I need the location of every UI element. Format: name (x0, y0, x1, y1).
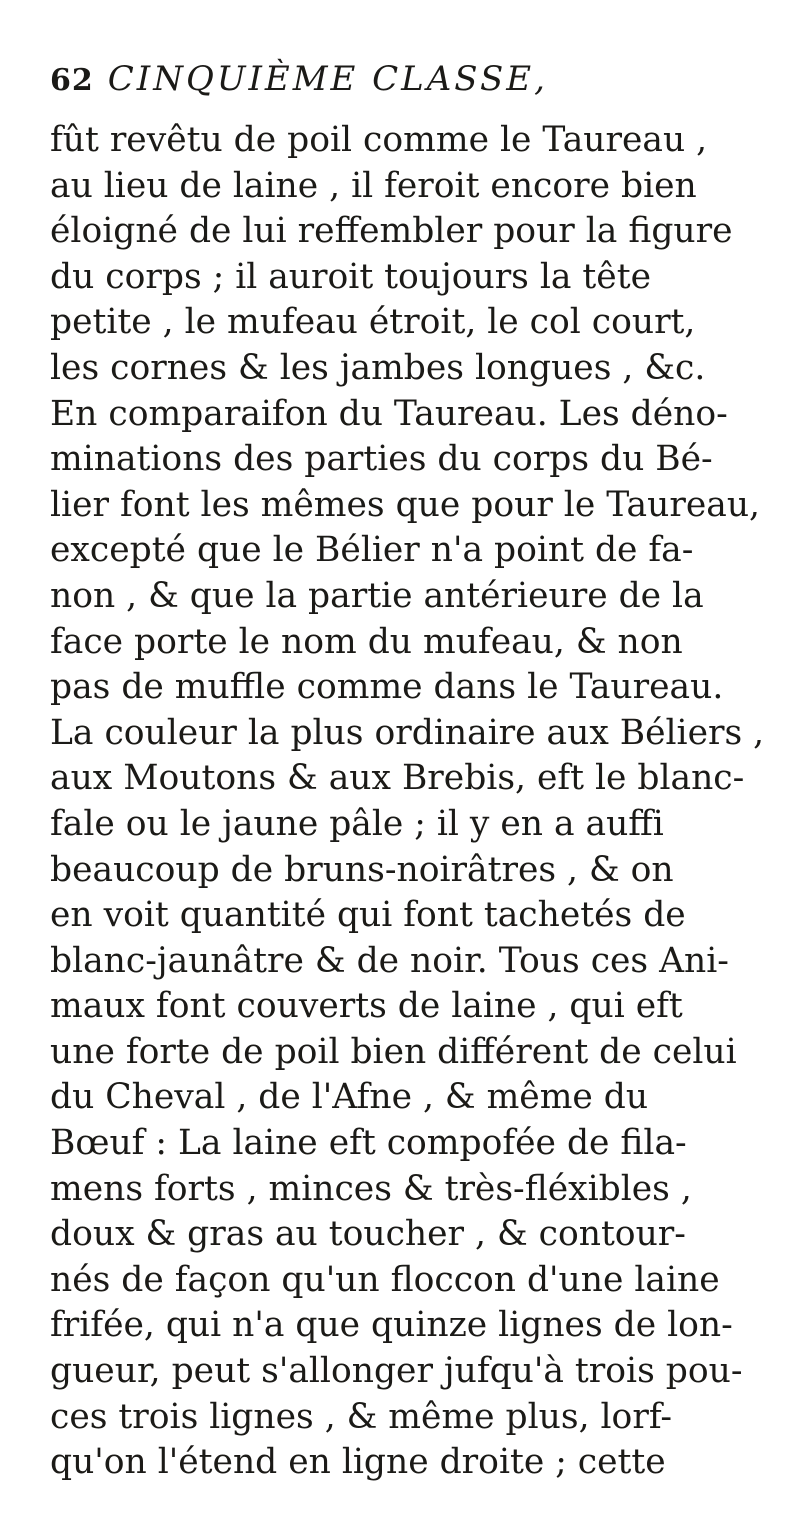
text-line: La couleur la plus ordinaire aux Béliers , (50, 712, 765, 753)
running-title: CINQUIÈME CLASSE, (107, 59, 548, 99)
text-line: petite , le mufeau étroit, le col court, (50, 302, 696, 343)
text-line: beaucoup de bruns-noirâtres , & on (50, 849, 674, 890)
text-line: les cornes & les jambes longues , &c. (50, 347, 706, 388)
text-line: doux & gras au toucher , & contour- (50, 1214, 686, 1255)
text-line: lier font les mêmes que pour le Taureau, (50, 484, 761, 525)
text-line: au lieu de laine , il feroit encore bien (50, 165, 697, 206)
text-line: excepté que le Bélier n'a point de fa- (50, 530, 694, 571)
text-line: blanc-jaunâtre & de noir. Tous ces Ani- (50, 940, 729, 981)
text-line: du Cheval , de l'Afne , & même du (50, 1077, 649, 1118)
text-line: qu'on l'étend en ligne droite ; cette (50, 1442, 666, 1483)
text-line: frifée, qui n'a que quinze lignes de lon- (50, 1305, 733, 1346)
text-line: une forte de poil bien différent de celui (50, 1031, 737, 1072)
text-line: gueur, peut s'allonger jufqu'à trois pou- (50, 1351, 743, 1392)
page-header (50, 59, 770, 118)
text-line: nés de façon qu'un floccon d'une laine (50, 1259, 720, 1300)
text-line: face porte le nom du mufeau, & non (50, 621, 683, 662)
body-paragraph (50, 118, 770, 1486)
text-line: Bœuf : La laine eft compofée de fila- (50, 1123, 687, 1164)
text-line: mens forts , minces & très-fléxibles , (50, 1168, 692, 1209)
text-line: non , & que la partie antérieure de la (50, 575, 704, 616)
text-line: fût revêtu de poil comme le Taureau , (50, 120, 708, 160)
text-line: ces trois lignes , & même plus, lorf- (50, 1396, 673, 1437)
text-line: minations des parties du corps du Bé- (50, 439, 713, 480)
text-line: fale ou le jaune pâle ; il y en a auffi (50, 803, 664, 844)
text-line: aux Moutons & aux Brebis, eft le blanc- (50, 758, 745, 799)
page-number: 62 (50, 63, 94, 98)
text-line: pas de muffle comme dans le Taureau. (50, 667, 724, 708)
text-line: En comparaifon du Taureau. Les déno- (50, 393, 728, 434)
text-line: éloigné de lui reffembler pour la figure (50, 211, 733, 252)
text-line: maux font couverts de laine , qui eft (50, 986, 683, 1027)
text-line: en voit quantité qui font tachetés de (50, 895, 686, 936)
text-line: du corps ; il auroit toujours la tête (50, 256, 651, 297)
